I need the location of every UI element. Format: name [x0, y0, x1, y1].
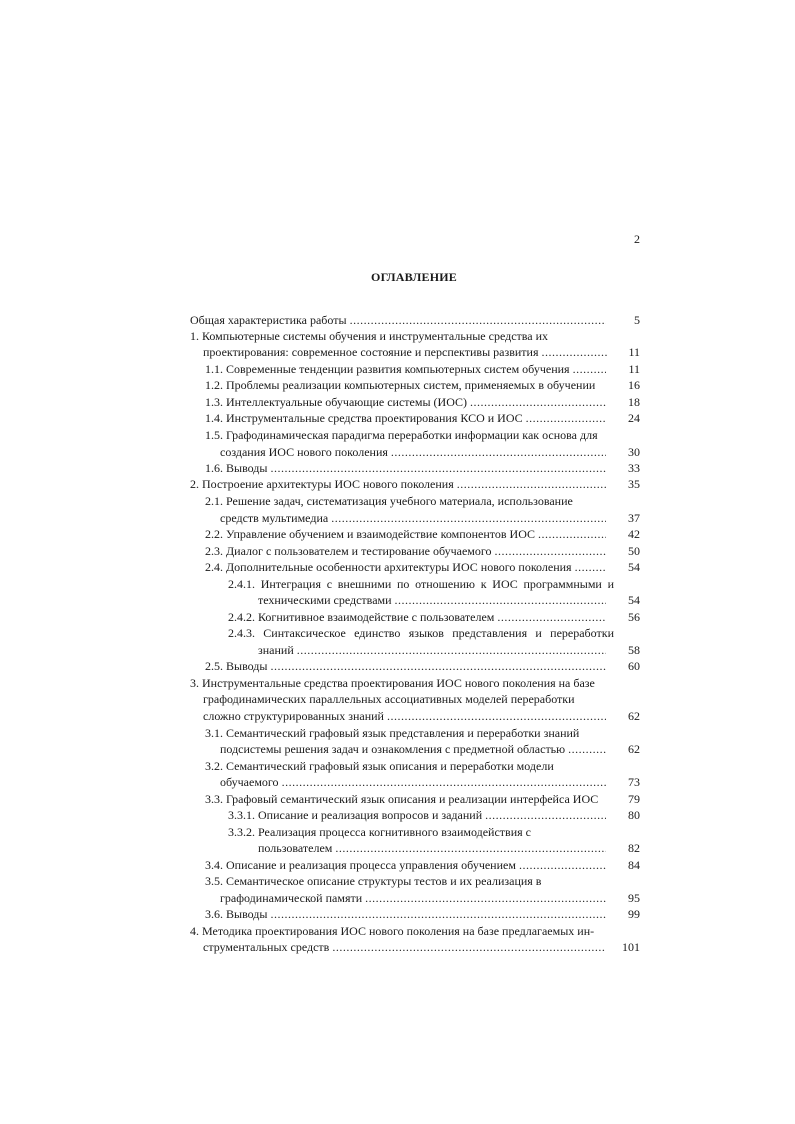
toc-entry — [190, 675, 610, 692]
toc-entry — [205, 559, 608, 576]
toc-entry-title: 2.4.3. Синтаксическое единство языков представления и переработки — [228, 626, 614, 640]
toc-page-number: 62 — [628, 742, 640, 756]
toc-entry — [258, 592, 608, 609]
toc-entry-title: графодинамической памяти — [220, 891, 363, 905]
toc-entry-title: 2.3. Диалог с пользователем и тестирование обучаемого — [205, 544, 492, 558]
toc-entry — [203, 691, 608, 708]
toc-leader-dots — [365, 890, 606, 907]
toc-leader-dots — [497, 609, 606, 626]
toc-page-number: 73 — [628, 775, 640, 789]
toc-entry — [205, 361, 608, 378]
toc-entry — [228, 824, 608, 841]
toc-leader-dots — [350, 312, 606, 329]
toc-entry-title: 2.4.2. Когнитивное взаимодействие с пользователем — [228, 610, 495, 624]
toc-entry — [205, 377, 610, 394]
toc-entry — [258, 642, 608, 659]
toc-page-number: 24 — [628, 411, 640, 425]
toc-entry-title: 2.5. Выводы — [205, 659, 268, 673]
toc-entry — [205, 791, 610, 808]
toc-entry — [228, 625, 614, 642]
toc-entry — [205, 873, 608, 890]
toc-entry-title: техническими средствами — [258, 593, 392, 607]
toc-entry — [205, 526, 608, 543]
toc-entry — [220, 741, 608, 758]
toc-entry-title: 3.3.2. Реализация процесса когнитивного взаимодействия с — [228, 825, 531, 839]
toc-entry — [203, 708, 608, 725]
toc-leader-dots — [470, 394, 606, 411]
toc-entry-title: средств мультимедиа — [220, 511, 329, 525]
toc-leader-dots — [282, 774, 606, 791]
toc-page-number: 37 — [628, 511, 640, 525]
toc-entry — [203, 939, 608, 956]
toc-entry — [205, 460, 608, 477]
toc-entry-title: пользователем — [258, 841, 333, 855]
toc-page-number: 101 — [622, 940, 640, 954]
toc-leader-dots — [270, 460, 606, 477]
toc-entry — [205, 543, 608, 560]
toc-entry — [220, 444, 608, 461]
toc-entry-title: 1.3. Интеллектуальные обучающие системы (ИОС) — [205, 395, 468, 409]
toc-entry — [205, 427, 612, 444]
toc-entry — [190, 328, 610, 345]
toc-entry-title: 3.5. Семантическое описание структуры тестов и их реализация в — [205, 874, 542, 888]
toc-page-number: 80 — [628, 808, 640, 822]
toc-entry-title: обучаемого — [220, 775, 279, 789]
toc-entry — [205, 857, 608, 874]
toc-page-number: 18 — [628, 395, 640, 409]
toc-entry-title: 3.1. Семантический графовый язык представления и переработки знаний — [205, 726, 580, 740]
toc-page-number: 42 — [628, 527, 640, 541]
toc-page-number: 11 — [628, 362, 640, 376]
toc-page-number: 50 — [628, 544, 640, 558]
toc-page-number: 54 — [628, 560, 640, 574]
toc-title: ОГЛАВЛЕНИЕ — [371, 270, 457, 284]
toc-page-number: 54 — [628, 593, 640, 607]
toc-leader-dots — [519, 857, 606, 874]
toc-leader-dots — [495, 543, 606, 560]
toc-entry-title: 1.4. Инструментальные средства проектирования КСО и ИОС — [205, 411, 523, 425]
toc-entry-title: 1.1. Современные тенденции развития компьютерных систем обучения — [205, 362, 570, 376]
toc-entry — [190, 923, 610, 940]
toc-page-number: 11 — [628, 345, 640, 359]
toc-page-number: 30 — [628, 445, 640, 459]
toc-page-number: 84 — [628, 858, 640, 872]
toc-entry — [220, 890, 608, 907]
toc-entry — [205, 758, 608, 775]
toc-entry-title: 3.2. Семантический графовый язык описания и переработки модели — [205, 759, 554, 773]
toc-entry — [205, 410, 608, 427]
page-number: 2 — [634, 232, 640, 246]
toc-entry — [203, 344, 610, 361]
toc-leader-dots — [270, 658, 606, 675]
toc-leader-dots — [331, 510, 606, 527]
toc-entry-title: создания ИОС нового поколения — [220, 445, 388, 459]
toc-entry-title: 1.2. Проблемы реализации компьютерных систем, применяемых в обучении — [205, 378, 596, 392]
toc-entry — [190, 476, 608, 493]
toc-leader-dots — [395, 592, 606, 609]
toc-entry-title: 3.3.1. Описание и реализация вопросов и заданий — [228, 808, 483, 822]
toc-entry — [205, 394, 608, 411]
toc-leader-dots — [387, 708, 606, 725]
toc-entry — [205, 658, 608, 675]
toc-entry-title: 3.3. Графовый семантический язык описания и реализации интерфейса ИОС — [205, 792, 599, 806]
toc-entry-title: графодинамических параллельных ассоциативных моделей переработки — [203, 692, 575, 706]
toc-entry — [220, 510, 608, 527]
toc-page-number: 60 — [628, 659, 640, 673]
toc-entry-title: 2.4. Дополнительные особенности архитектуры ИОС нового поколения — [205, 560, 572, 574]
toc-entry — [205, 906, 608, 923]
toc-page-number: 35 — [628, 477, 640, 491]
toc-leader-dots — [541, 344, 608, 361]
toc-page-number: 56 — [628, 610, 640, 624]
toc-page-number: 16 — [628, 378, 640, 392]
toc-entry — [228, 609, 608, 626]
toc-entry — [205, 493, 608, 510]
toc-leader-dots — [526, 410, 606, 427]
toc-leader-dots — [457, 476, 606, 493]
toc-leader-dots — [270, 906, 606, 923]
toc-entry-title: знаний — [258, 643, 294, 657]
toc-page-number: 99 — [628, 907, 640, 921]
toc-page-number: 33 — [628, 461, 640, 475]
toc-page-number: 5 — [634, 313, 640, 327]
toc-entry-title: 2.4.1. Интеграция с внешними по отношению к ИОС программными и — [228, 577, 614, 591]
toc-entry-title: подсистемы решения задач и ознакомления с предметной областью — [220, 742, 566, 756]
toc-entry-title: струментальных средств — [203, 940, 330, 954]
toc-leader-dots — [485, 807, 606, 824]
toc-page-number: 62 — [628, 709, 640, 723]
toc-page-number: 95 — [628, 891, 640, 905]
toc-entry-title: 2.2. Управление обучением и взаимодействие компонентов ИОС — [205, 527, 536, 541]
toc-leader-dots — [335, 840, 606, 857]
toc-entry — [220, 774, 608, 791]
toc-entry — [258, 840, 608, 857]
toc-leader-dots — [332, 939, 606, 956]
toc-page-number: 82 — [628, 841, 640, 855]
toc-entry-title: Общая характеристика работы — [190, 313, 347, 327]
toc-entry-title: проектирования: современное состояние и перспективы развития — [203, 345, 539, 359]
toc-leader-dots — [297, 642, 606, 659]
toc-entry — [228, 576, 614, 593]
toc-entry — [190, 312, 608, 329]
toc-entry-title: 3.4. Описание и реализация процесса управления обучением — [205, 858, 516, 872]
toc-entry-title: 1.6. Выводы — [205, 461, 268, 475]
toc-entry-title: 3.6. Выводы — [205, 907, 268, 921]
toc-leader-dots — [538, 526, 606, 543]
toc-entry-title: сложно структурированных знаний — [203, 709, 384, 723]
toc-page-number: 58 — [628, 643, 640, 657]
toc-entry-title: 1. Компьютерные системы обучения и инструментальные средства их — [190, 329, 549, 343]
toc-entry-title: 1.5. Графодинамическая парадигма переработки информации как основа для — [205, 428, 598, 442]
toc-page-number: 79 — [628, 792, 640, 806]
toc-entry-title: 3. Инструментальные средства проектирования ИОС нового поколения на базе — [190, 676, 595, 690]
toc-entry-title: 2.1. Решение задач, систематизация учебного материала, использование — [205, 494, 573, 508]
toc-entry-title: 2. Построение архитектуры ИОС нового поколения — [190, 477, 454, 491]
toc-entry — [228, 807, 608, 824]
toc-entry — [205, 725, 608, 742]
toc-leader-dots — [391, 444, 606, 461]
toc-entry-title: 4. Методика проектирования ИОС нового поколения на базе предлагаемых ин- — [190, 924, 595, 938]
